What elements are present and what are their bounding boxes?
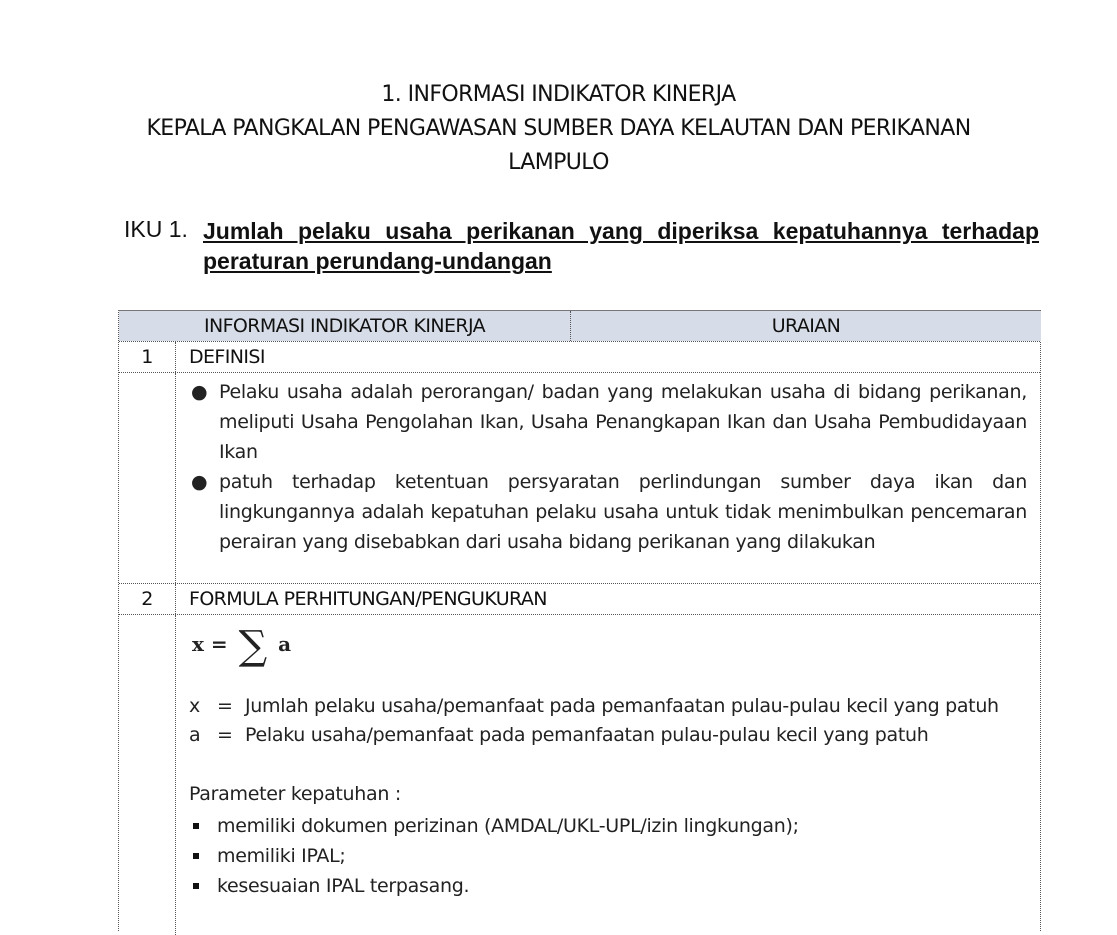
variable-definition	[189, 720, 928, 750]
formula-rhs: a	[278, 632, 292, 656]
header-cell-info	[119, 311, 570, 341]
variable-name: a	[189, 724, 201, 746]
indicator-table	[118, 310, 1041, 931]
document-title-line-3: LAMPULO	[508, 150, 609, 175]
column-divider	[175, 342, 176, 372]
list-item	[189, 811, 799, 841]
definition-text: patuh terhadap ketentuan persyaratan perlindungan sumber daya ikan dan lingkungannya adalah kepatuhan pelaku usaha untuk tidak menimbulkan pencemaran perairan yang disebabkan dari usaha bidang perikanan yang dilakukan	[219, 471, 1027, 553]
document-title-line-1: 1. INFORMASI INDIKATOR KINERJA	[381, 82, 736, 107]
header-cell-uraian	[570, 311, 1041, 341]
parameter-title: Parameter kepatuhan :	[189, 783, 401, 805]
parameter-text: memiliki IPAL;	[217, 845, 346, 867]
variable-description: Pelaku usaha/pemanfaat pada pemanfaatan pulau-pulau kecil yang patuh	[245, 724, 929, 746]
variable-equals: =	[217, 695, 233, 717]
row-title: FORMULA PERHITUNGAN/PENGUKURAN	[189, 588, 547, 610]
row-title: DEFINISI	[189, 346, 265, 368]
table-row-formula-content	[119, 615, 1040, 935]
bullet-icon: ●	[191, 471, 208, 493]
definition-list	[189, 377, 1027, 557]
table-row-definisi-content	[119, 373, 1040, 584]
list-item	[189, 377, 1027, 467]
variable-name: x	[189, 695, 200, 717]
header-info-label: INFORMASI INDIKATOR KINERJA	[203, 315, 486, 337]
column-divider	[175, 615, 176, 935]
row-number-cell	[119, 584, 175, 614]
column-divider	[175, 584, 176, 614]
iku-heading: Jumlah pelaku usaha perikanan yang diperiksa kepatuhannya terhadap peraturan perundang-undangan	[203, 218, 1039, 274]
column-divider	[175, 373, 176, 583]
table-row-formula-title	[119, 584, 1040, 615]
row-number: 2	[141, 588, 153, 610]
square-bullet-icon	[193, 823, 199, 829]
square-bullet-icon	[193, 853, 199, 859]
variable-equals: =	[217, 724, 233, 746]
formula-lhs: x	[192, 632, 204, 656]
bullet-icon: ●	[191, 381, 208, 403]
parameter-list	[189, 811, 799, 901]
row-number-cell	[119, 342, 175, 372]
variable-definition	[189, 691, 999, 721]
definition-text: Pelaku usaha adalah perorangan/ badan yang melakukan usaha di bidang perikanan, meliputi Usaha Pengolahan Ikan, Usaha Penangkapan Ikan dan Usaha Pembudidayaan Ikan	[219, 381, 1027, 463]
sigma-icon: ∑	[238, 623, 268, 669]
parameter-text: memiliki dokumen perizinan (AMDAL/UKL-UPL/izin lingkungan);	[217, 815, 799, 837]
formula-equals: =	[210, 632, 228, 656]
square-bullet-icon	[193, 883, 199, 889]
row-title-cell	[189, 342, 1029, 372]
row-number: 1	[141, 346, 153, 368]
formula-equation	[192, 623, 291, 669]
row-title-cell	[189, 584, 1029, 614]
list-item	[189, 841, 799, 871]
variable-description: Jumlah pelaku usaha/pemanfaat pada pemanfaatan pulau-pulau kecil yang patuh	[245, 695, 999, 717]
header-uraian-label: URAIAN	[771, 315, 841, 337]
list-item	[189, 467, 1027, 557]
list-item	[189, 871, 799, 901]
iku-label: IKU 1.	[124, 216, 188, 242]
parameter-text: kesesuaian IPAL terpasang.	[217, 875, 470, 897]
table-header-row	[119, 311, 1040, 342]
document-title-line-2: KEPALA PANGKALAN PENGAWASAN SUMBER DAYA KELAUTAN DAN PERIKANAN	[146, 116, 971, 141]
table-row-definisi-title	[119, 342, 1040, 373]
